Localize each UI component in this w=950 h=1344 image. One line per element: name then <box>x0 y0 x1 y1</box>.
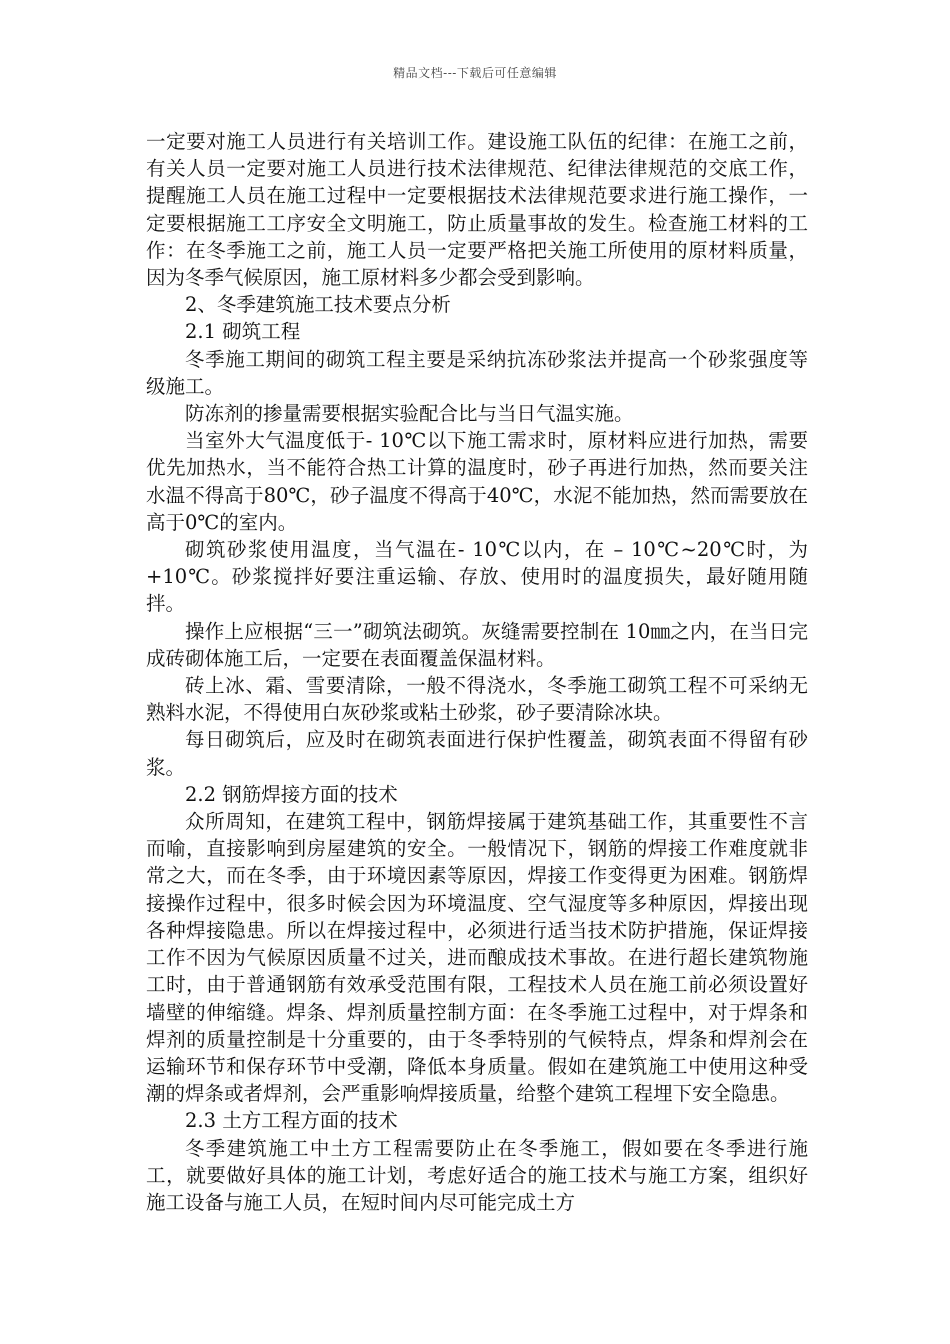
document-body <box>146 128 808 1216</box>
subsection-heading-2-1: 2.1 砌筑工程 <box>185 320 301 344</box>
subsection-heading-2-3: 2.3 土方工程方面的技术 <box>185 1109 398 1133</box>
paragraph-training-discipline: 一定要对施工人员进行有关培训工作。建设施工队伍的纪律：在施工之前，有关人员一定要对施工人员进行技术法律规范、纪律法律规范的交底工作，提醒施工人员在施工过程中一定要根据技术法律规范要求进行施工操作，一定要根据施工工序安全文明施工，防止质量事故的发生。检查施工材料的工作：在冬季施工之前，施工人员一定要严格把关施工所使用的原材料质量，因为冬季气候原因，施工原材料多少都会受到影响。 <box>146 130 808 290</box>
paragraph-mortar-temperature: 砌筑砂浆使用温度，当气温在- 10℃以内，在 – 10℃~20℃时，为 +10℃。砂浆搅拌好要注重运输、存放、使用时的温度损失，最好随用随拌。 <box>146 538 808 616</box>
paragraph-heating: 当室外大气温度低于- 10℃以下施工需求时，原材料应进行加热，需要优先加热水，当不能符合热工计算的温度时，砂子再进行加热，然而要关注水温不得高于80℃，砂子温度不得高于40℃，水泥不能加热，然而需要放在高于0℃的室内。 <box>146 429 808 534</box>
page-header: 精品文档---下载后可任意编辑 <box>393 66 557 80</box>
section-heading-2: 2、冬季建筑施工技术要点分析 <box>185 293 451 317</box>
paragraph-antifreeze: 防冻剂的掺量需要根据实验配合比与当日气温实施。 <box>185 402 634 426</box>
paragraph-masonry-intro: 冬季施工期间的砌筑工程主要是采纳抗冻砂浆法并提高一个砂浆强度等级施工。 <box>146 347 808 398</box>
paragraph-welding: 众所周知，在建筑工程中，钢筋焊接属于建筑基础工作，其重要性不言而喻，直接影响到房屋建筑的安全。一般情况下，钢筋的焊接工作难度就非常之大，而在冬季，由于环境因素等原因，焊接工作变得更为困难。钢筋焊接操作过程中，很多时候会因为环境温度、空气湿度等多种原因，焊接出现各种焊接隐患。所以在焊接过程中，必须进行适当技术防护措施，保证焊接工作不因为气候原因质量不过关，进而酿成技术事故。在进行超长建筑物施工时，由于普通钢筋有效承受范围有限，工程技术人员在施工前必须设置好墙壁的伸缩缝。焊条、焊剂质量控制方面：在冬季施工过程中，对于焊条和焊剂的质量控制是十分重要的，由于冬季特别的气候特点，焊条和焊剂会在运输环节和保存环节中受潮，降低本身质量。假如在建筑施工中使用这种受潮的焊条或者焊剂，会严重影响焊接质量，给整个建筑工程埋下安全隐患。 <box>146 810 808 1106</box>
paragraph-operation: 操作上应根据“三一”砌筑法砌筑。灰缝需要控制在 10㎜之内，在当日完成砖砌体施工后，一定要在表面覆盖保温材料。 <box>146 619 808 670</box>
paragraph-daily-covering: 每日砌筑后，应及时在砌筑表面进行保护性覆盖，砌筑表面不得留有砂浆。 <box>146 728 808 779</box>
subsection-heading-2-2: 2.2 钢筋焊接方面的技术 <box>185 782 398 806</box>
paragraph-earthwork: 冬季建筑施工中土方工程需要防止在冬季施工，假如要在冬季进行施工，就要做好具体的施工计划，考虑好适合的施工技术与施工方案，组织好施工设备与施工人员，在短时间内尽可能完成土方 <box>146 1136 808 1214</box>
paragraph-ice-removal: 砖上冰、霜、雪要清除，一般不得浇水，冬季施工砌筑工程不可采纳无熟料水泥，不得使用白灰砂浆或粘土砂浆，砂子要清除冰块。 <box>146 674 808 725</box>
